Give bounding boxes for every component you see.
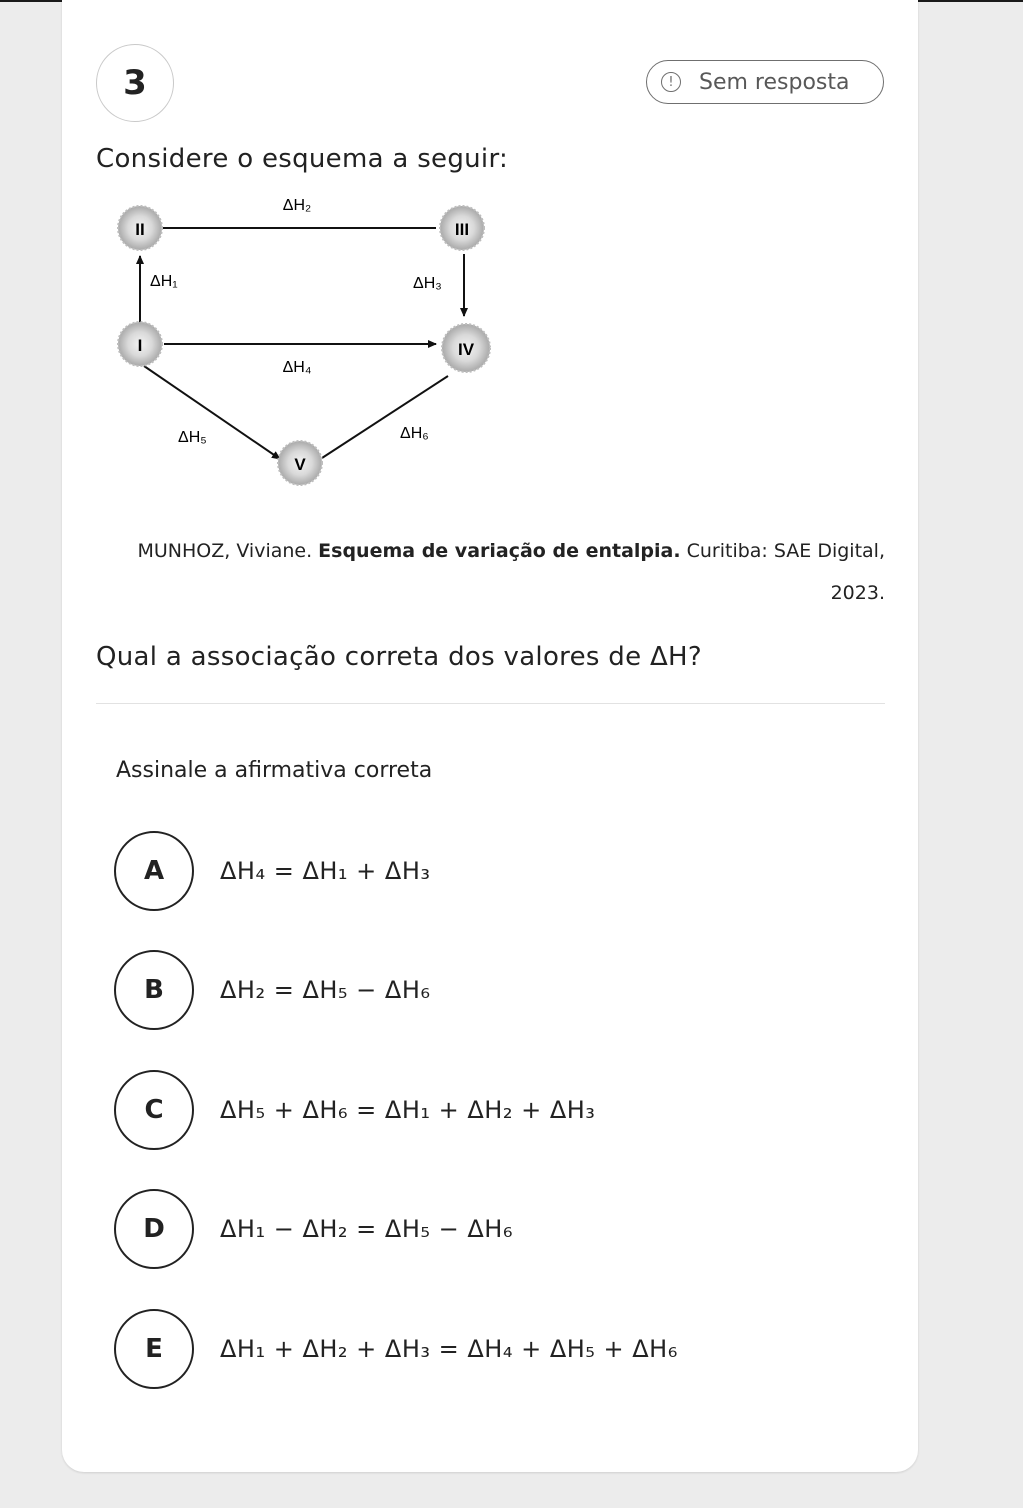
question-number: 3 bbox=[123, 63, 147, 103]
arrow-dh6 bbox=[322, 376, 448, 458]
label-dh3: ΔH₃ bbox=[413, 275, 442, 292]
option-letter: B bbox=[114, 950, 194, 1030]
option-formula: ΔH₂ = ΔH₅ − ΔH₆ bbox=[220, 976, 431, 1004]
option-letter: A bbox=[114, 831, 194, 911]
node-IV bbox=[442, 324, 490, 372]
node-I bbox=[118, 322, 162, 366]
divider bbox=[96, 703, 885, 704]
question-intro: Considere o esquema a seguir: bbox=[96, 144, 509, 174]
option-e[interactable] bbox=[114, 1309, 678, 1389]
svg-text:I: I bbox=[137, 336, 143, 355]
svg-text:III: III bbox=[454, 220, 470, 239]
svg-text:V: V bbox=[294, 455, 306, 474]
arrow-dh5 bbox=[144, 366, 280, 459]
label-dh2: ΔH₂ bbox=[282, 197, 312, 214]
node-II bbox=[118, 206, 162, 250]
option-letter: E bbox=[114, 1309, 194, 1389]
citation-author: MUNHOZ, Viviane. bbox=[137, 540, 319, 562]
citation-publisher: Curitiba: SAE Digital, 2023. bbox=[680, 540, 885, 604]
citation-title: Esquema de variação de entalpia. bbox=[318, 540, 681, 562]
question-prompt: Qual a associação correta dos valores de ΔH? bbox=[96, 642, 702, 672]
option-formula: ΔH₄ = ΔH₁ + ΔH₃ bbox=[220, 857, 431, 885]
option-letter: C bbox=[114, 1070, 194, 1150]
option-formula: ΔH₅ + ΔH₆ = ΔH₁ + ΔH₂ + ΔH₃ bbox=[220, 1096, 596, 1124]
option-formula: ΔH₁ + ΔH₂ + ΔH₃ = ΔH₄ + ΔH₅ + ΔH₆ bbox=[220, 1335, 678, 1363]
question-number-badge bbox=[96, 44, 174, 122]
label-dh4: ΔH₄ bbox=[282, 359, 312, 376]
label-dh6: ΔH₆ bbox=[400, 425, 429, 442]
svg-text:IV: IV bbox=[457, 340, 475, 359]
label-dh5: ΔH₅ bbox=[178, 429, 207, 446]
answer-status-pill bbox=[646, 60, 884, 104]
image-citation bbox=[96, 530, 885, 614]
option-letter: D bbox=[114, 1189, 194, 1269]
option-b[interactable] bbox=[114, 950, 431, 1030]
label-dh1: ΔH₁ bbox=[150, 273, 178, 290]
node-V bbox=[278, 441, 322, 485]
option-formula: ΔH₁ − ΔH₂ = ΔH₅ − ΔH₆ bbox=[220, 1215, 513, 1243]
alert-icon: ! bbox=[661, 72, 681, 92]
option-d[interactable] bbox=[114, 1189, 513, 1269]
status-text: Sem resposta bbox=[699, 69, 850, 95]
node-III bbox=[440, 206, 484, 250]
answer-instruction: Assinale a afirmativa correta bbox=[116, 758, 433, 783]
enthalpy-diagram bbox=[110, 186, 500, 486]
option-a[interactable] bbox=[114, 831, 431, 911]
option-c[interactable] bbox=[114, 1070, 595, 1150]
svg-text:II: II bbox=[135, 220, 145, 239]
